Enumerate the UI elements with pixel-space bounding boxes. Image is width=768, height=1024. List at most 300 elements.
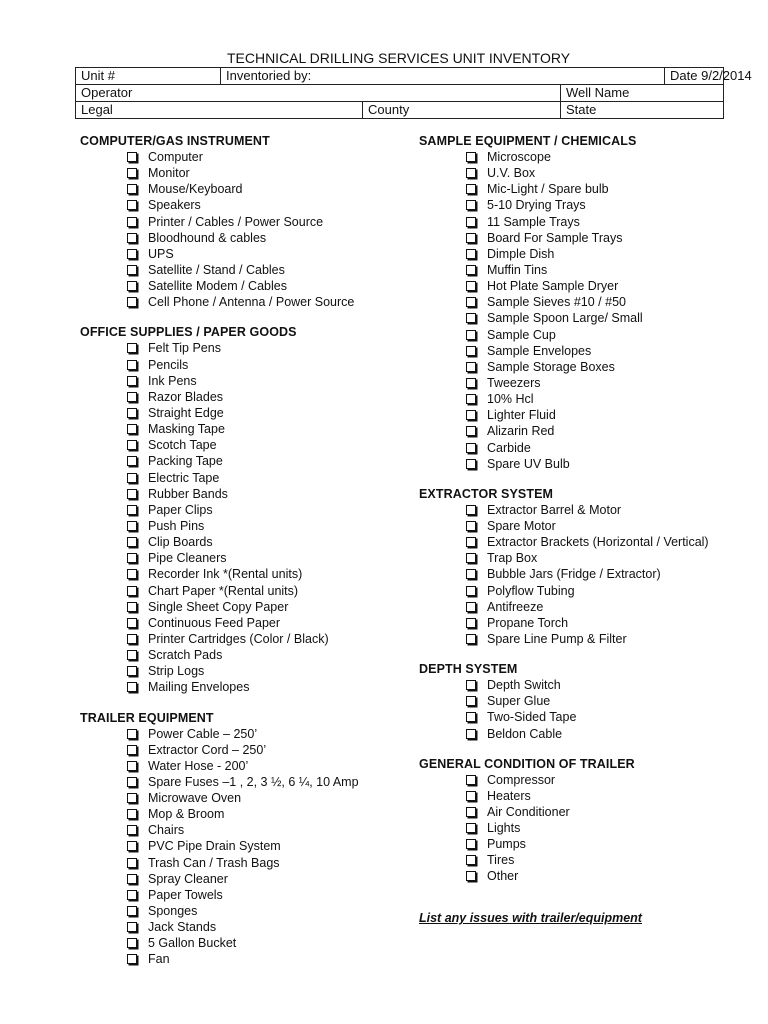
checkbox-icon[interactable] xyxy=(127,408,137,418)
checklist-item xyxy=(80,230,400,246)
checklist-item-label: Straight Edge xyxy=(148,405,224,420)
header-row-unit xyxy=(76,68,724,85)
checklist-item-label: Fan xyxy=(148,952,170,967)
checkbox-icon[interactable] xyxy=(127,682,137,692)
checkbox-icon[interactable] xyxy=(127,650,137,660)
checklist-item-label: Spare UV Bulb xyxy=(487,456,570,471)
checklist-item-label: Trash Can / Trash Bags xyxy=(148,855,280,870)
checklist-item xyxy=(80,583,400,599)
checklist xyxy=(419,502,749,647)
checklist-item xyxy=(419,359,749,375)
checklist-item-label: Sample Spoon Large/ Small xyxy=(487,311,643,326)
checkbox-icon[interactable] xyxy=(466,459,476,469)
checkbox-icon[interactable] xyxy=(466,871,476,881)
checkbox-icon[interactable] xyxy=(466,537,476,547)
checklist-item xyxy=(80,405,400,421)
checklist-item-label: Two-Sided Tape xyxy=(487,710,577,725)
checklist-item xyxy=(80,663,400,679)
checklist-item-label: Water Hose - 200’ xyxy=(148,758,249,773)
date-label: Date 9/2/2014 xyxy=(670,68,752,83)
unit-field[interactable]: Unit # xyxy=(76,68,221,85)
checklist-item xyxy=(419,615,749,631)
checklist-item-label: Sponges xyxy=(148,904,198,919)
checkbox-icon[interactable] xyxy=(127,729,137,739)
checkbox-icon[interactable] xyxy=(466,823,476,833)
checklist-item-label: Single Sheet Copy Paper xyxy=(148,599,289,614)
checklist-item-label: Spare Line Pump & Filter xyxy=(487,631,627,646)
checkbox-icon[interactable] xyxy=(127,217,137,227)
checklist-item xyxy=(80,919,400,935)
checklist-item-label: Sample Storage Boxes xyxy=(487,359,615,374)
checklist-item xyxy=(419,566,749,582)
checkbox-icon[interactable] xyxy=(127,618,137,628)
checklist-item-label: Monitor xyxy=(148,166,190,181)
checkbox-icon[interactable] xyxy=(127,168,137,178)
checklist-item-label: Razor Blades xyxy=(148,389,224,404)
checklist-item-label: Muffin Tins xyxy=(487,262,548,277)
checkbox-icon[interactable] xyxy=(127,376,137,386)
checkbox-icon[interactable] xyxy=(127,761,137,771)
checklist xyxy=(80,726,400,968)
checkbox-icon[interactable] xyxy=(466,680,476,690)
checklist-item-label: Computer xyxy=(148,150,203,164)
checklist-item xyxy=(419,423,749,439)
checklist-item-label: Bubble Jars (Fridge / Extractor) xyxy=(487,567,661,582)
section-heading: DEPTH SYSTEM xyxy=(419,662,518,677)
checklist-item-label: Lights xyxy=(487,821,521,836)
checklist-item xyxy=(419,456,749,472)
checklist-item xyxy=(80,534,400,550)
checkbox-icon[interactable] xyxy=(127,521,137,531)
checkbox-icon[interactable] xyxy=(127,440,137,450)
checklist-item xyxy=(419,214,749,230)
checklist-item xyxy=(80,502,400,518)
checklist-item-label: Continuous Feed Paper xyxy=(148,615,281,630)
checkbox-icon[interactable] xyxy=(466,521,476,531)
header-row-legal xyxy=(76,102,724,119)
date-field[interactable] xyxy=(665,68,752,85)
checklist-item-label: Tires xyxy=(487,853,515,868)
checklist-item-label: Spare Fuses –1 , 2, 3 ½, 6 ¼, 10 Amp xyxy=(148,774,359,789)
checklist-item xyxy=(80,566,400,582)
checkbox-icon[interactable] xyxy=(466,217,476,227)
checklist-item xyxy=(419,583,749,599)
checkbox-icon[interactable] xyxy=(466,346,476,356)
section-spacer xyxy=(419,472,749,486)
checkbox-icon[interactable] xyxy=(127,360,137,370)
checkbox-icon[interactable] xyxy=(127,586,137,596)
section-heading: GENERAL CONDITION OF TRAILER xyxy=(419,756,635,771)
checklist-item xyxy=(419,181,749,197)
checklist-item-label: Mailing Envelopes xyxy=(148,680,250,695)
checklist-item xyxy=(80,421,400,437)
checkbox-icon[interactable] xyxy=(127,938,137,948)
section-heading: SAMPLE EQUIPMENT / CHEMICALS xyxy=(419,134,637,148)
checklist-item-label: Spare Motor xyxy=(487,518,556,533)
checklist-item-label: Extractor Brackets (Horizontal / Vertical) xyxy=(487,535,709,550)
checkbox-icon[interactable] xyxy=(127,809,137,819)
checklist-item-label: Extractor Cord – 250’ xyxy=(148,742,267,757)
checklist-item xyxy=(80,550,400,566)
checklist-item-label: Scratch Pads xyxy=(148,648,223,663)
checkbox-icon[interactable] xyxy=(466,362,476,372)
checklist-item-label: UPS xyxy=(148,246,174,261)
checklist-item-label: Dimple Dish xyxy=(487,246,555,261)
issues-prompt: List any issues with trailer/equipment xyxy=(419,911,642,925)
checklist-item-label: 5 Gallon Bucket xyxy=(148,936,237,951)
checkbox-icon[interactable] xyxy=(127,841,137,851)
checklist-item-label: Recorder Ink *(Rental units) xyxy=(148,567,303,582)
checklist-item xyxy=(80,615,400,631)
checklist-item xyxy=(419,440,749,456)
checklist-item xyxy=(80,278,400,294)
checklist-item-label: Push Pins xyxy=(148,518,205,533)
checkbox-icon[interactable] xyxy=(127,553,137,563)
checklist-item xyxy=(419,246,749,262)
checklist xyxy=(80,149,400,310)
section-trailer-equipment xyxy=(80,710,400,968)
checkbox-icon[interactable] xyxy=(127,473,137,483)
checkbox-icon[interactable] xyxy=(127,793,137,803)
section-heading: TRAILER EQUIPMENT xyxy=(80,710,214,725)
checkbox-icon[interactable] xyxy=(127,152,137,162)
checklist-item-label: Sample Envelopes xyxy=(487,343,592,358)
checklist-item-label: 5-10 Drying Trays xyxy=(487,198,586,213)
checkbox-icon[interactable] xyxy=(466,233,476,243)
header-row-operator xyxy=(76,85,724,102)
checklist-item xyxy=(80,951,400,967)
checklist-item xyxy=(80,806,400,822)
checklist-item-label: Board For Sample Trays xyxy=(487,230,623,245)
checkbox-icon[interactable] xyxy=(127,505,137,515)
checklist-item-label: Lighter Fluid xyxy=(487,408,556,423)
checklist-item-label: Alizarin Red xyxy=(487,424,555,439)
checklist-item xyxy=(80,214,400,230)
checkbox-icon[interactable] xyxy=(466,618,476,628)
checkbox-icon[interactable] xyxy=(127,954,137,964)
checkbox-icon[interactable] xyxy=(466,602,476,612)
checklist-item-label: Packing Tape xyxy=(148,454,223,469)
checklist-item xyxy=(80,855,400,871)
checklist-item xyxy=(419,165,749,181)
checkbox-icon[interactable] xyxy=(127,424,137,434)
checkbox-icon[interactable] xyxy=(466,265,476,275)
checklist-item-label: Pumps xyxy=(487,837,526,852)
checklist-item xyxy=(80,470,400,486)
checklist-item xyxy=(80,373,400,389)
section-spacer xyxy=(419,647,749,661)
checklist-item-label: Hot Plate Sample Dryer xyxy=(487,279,619,294)
checklist-item xyxy=(80,679,400,695)
checklist-item xyxy=(419,677,749,693)
checklist-item-label: Propane Torch xyxy=(487,615,569,630)
checklist-item xyxy=(419,407,749,423)
checklist-item xyxy=(80,453,400,469)
checklist-item xyxy=(419,709,749,725)
checklist-item xyxy=(419,518,749,534)
checkbox-icon[interactable] xyxy=(466,330,476,340)
checklist-item xyxy=(80,871,400,887)
checklist-item-label: Heaters xyxy=(487,788,531,803)
checkbox-icon[interactable] xyxy=(466,696,476,706)
section-office-supplies-paper-goods xyxy=(80,324,400,695)
checklist-item-label: Pencils xyxy=(148,357,189,372)
checklist-item xyxy=(80,599,400,615)
state-field[interactable]: State xyxy=(561,102,724,119)
checkbox-icon[interactable] xyxy=(466,313,476,323)
checkbox-icon[interactable] xyxy=(127,634,137,644)
checklist-item-label: Jack Stands xyxy=(148,920,217,935)
checkbox-icon[interactable] xyxy=(127,858,137,868)
checkbox-icon[interactable] xyxy=(127,265,137,275)
checkbox-icon[interactable] xyxy=(466,569,476,579)
checkbox-icon[interactable] xyxy=(466,855,476,865)
checklist-item xyxy=(80,437,400,453)
checklist-item xyxy=(419,391,749,407)
checklist-item-label: Beldon Cable xyxy=(487,726,563,741)
checkbox-icon[interactable] xyxy=(466,839,476,849)
checkbox-icon[interactable] xyxy=(127,890,137,900)
checkbox-icon[interactable] xyxy=(127,874,137,884)
section-spacer xyxy=(80,310,400,324)
checkbox-icon[interactable] xyxy=(127,343,137,353)
checklist-item xyxy=(419,693,749,709)
checklist xyxy=(419,677,749,742)
checklist-item-label: Paper Towels xyxy=(148,887,223,902)
checklist-item xyxy=(80,838,400,854)
checkbox-icon[interactable] xyxy=(127,184,137,194)
checkbox-icon[interactable] xyxy=(127,602,137,612)
checkbox-icon[interactable] xyxy=(127,922,137,932)
checklist-item-label: Spray Cleaner xyxy=(148,871,228,886)
checkbox-icon[interactable] xyxy=(127,537,137,547)
checkbox-icon[interactable] xyxy=(127,569,137,579)
checkbox-icon[interactable] xyxy=(127,392,137,402)
checklist-item xyxy=(419,804,749,820)
checklist-item xyxy=(80,726,400,742)
checklist-item xyxy=(80,197,400,213)
checklist-item xyxy=(80,935,400,951)
checkbox-icon[interactable] xyxy=(466,378,476,388)
checklist-item xyxy=(419,149,749,165)
checklist-item xyxy=(80,631,400,647)
checklist-item-label: Bloodhound & cables xyxy=(148,230,267,245)
checklist-item xyxy=(419,788,749,804)
checklist-item xyxy=(419,820,749,836)
checklist-item-label: Scotch Tape xyxy=(148,438,217,453)
checklist-item-label: 10% Hcl xyxy=(487,392,534,407)
checkbox-icon[interactable] xyxy=(127,666,137,676)
checklist-item xyxy=(80,357,400,373)
checklist-item xyxy=(419,197,749,213)
checkbox-icon[interactable] xyxy=(466,807,476,817)
checklist xyxy=(419,772,749,885)
checklist-item-label: Carbide xyxy=(487,440,531,455)
checklist-item xyxy=(419,599,749,615)
section-computer-gas-instrument xyxy=(80,133,400,310)
section-heading: COMPUTER/GAS INSTRUMENT xyxy=(80,134,270,148)
checklist-item xyxy=(419,772,749,788)
checklist-item-label: U.V. Box xyxy=(487,166,536,181)
checkbox-icon[interactable] xyxy=(466,168,476,178)
checklist-item xyxy=(80,774,400,790)
checklist-item-label: Sample Sieves #10 / #50 xyxy=(487,295,626,310)
checklist-item xyxy=(419,230,749,246)
right-column xyxy=(419,133,749,885)
checkbox-icon[interactable] xyxy=(466,729,476,739)
checklist-item-label: Polyflow Tubing xyxy=(487,583,575,598)
checklist-item xyxy=(419,327,749,343)
checklist-item xyxy=(419,631,749,647)
checklist-item-label: Trap Box xyxy=(487,551,538,566)
checklist-item-label: Other xyxy=(487,869,519,884)
checkbox-icon[interactable] xyxy=(466,712,476,722)
checklist-item-label: Satellite Modem / Cables xyxy=(148,279,287,294)
checklist-item xyxy=(419,502,749,518)
checklist-item-label: Rubber Bands xyxy=(148,486,228,501)
checkbox-icon[interactable] xyxy=(466,249,476,259)
checkbox-icon[interactable] xyxy=(127,456,137,466)
checklist-item xyxy=(80,647,400,663)
checklist-item-label: Air Conditioner xyxy=(487,804,570,819)
document-title: TECHNICAL DRILLING SERVICES UNIT INVENTORY xyxy=(226,50,571,66)
checklist-item-label: Mouse/Keyboard xyxy=(148,182,243,197)
checklist-item-label: Pipe Cleaners xyxy=(148,551,227,566)
section-heading: EXTRACTOR SYSTEM xyxy=(419,486,554,501)
checkbox-icon[interactable] xyxy=(127,200,137,210)
checkbox-icon[interactable] xyxy=(466,586,476,596)
checkbox-icon[interactable] xyxy=(466,281,476,291)
section-sample-equipment-chemicals xyxy=(419,133,749,472)
checkbox-icon[interactable] xyxy=(466,443,476,453)
checklist-item-label: Tweezers xyxy=(487,375,541,390)
checkbox-icon[interactable] xyxy=(127,745,137,755)
checklist-item-label: Ink Pens xyxy=(148,373,197,388)
checkbox-icon[interactable] xyxy=(466,297,476,307)
checkbox-icon[interactable] xyxy=(466,791,476,801)
checklist-item-label: Compressor xyxy=(487,772,556,787)
checklist-item xyxy=(80,262,400,278)
checkbox-icon[interactable] xyxy=(466,200,476,210)
section-spacer xyxy=(419,742,749,756)
checklist-item xyxy=(419,278,749,294)
checklist-item-label: Printer / Cables / Power Source xyxy=(148,214,324,229)
checklist-item xyxy=(80,742,400,758)
checklist-item-label: Felt Tip Pens xyxy=(148,341,221,356)
checklist-item-label: 11 Sample Trays xyxy=(487,214,580,229)
checklist-item xyxy=(419,262,749,278)
checklist-item-label: Mic-Light / Spare bulb xyxy=(487,182,609,197)
checklist-item-label: PVC Pipe Drain System xyxy=(148,839,281,854)
section-general-condition-of-trailer xyxy=(419,756,749,885)
checklist-item xyxy=(419,534,749,550)
checkbox-icon[interactable] xyxy=(466,184,476,194)
checklist-item-label: Microscope xyxy=(487,150,551,164)
checklist-item-label: Printer Cartridges (Color / Black) xyxy=(148,631,329,646)
checklist-item xyxy=(419,868,749,884)
checklist-item xyxy=(80,887,400,903)
checklist-item-label: Cell Phone / Antenna / Power Source xyxy=(148,295,355,310)
checkbox-icon[interactable] xyxy=(466,553,476,563)
checklist-item-label: Paper Clips xyxy=(148,502,213,517)
well-name-field[interactable]: Well Name xyxy=(561,85,724,102)
checklist-item-label: Antifreeze xyxy=(487,599,544,614)
checklist-item xyxy=(419,310,749,326)
checkbox-icon[interactable] xyxy=(127,906,137,916)
checkbox-icon[interactable] xyxy=(466,394,476,404)
inventoried-by-field[interactable]: Inventoried by: xyxy=(221,68,665,85)
checklist-item-label: Chart Paper *(Rental units) xyxy=(148,583,299,598)
checkbox-icon[interactable] xyxy=(127,249,137,259)
operator-field[interactable]: Operator xyxy=(76,85,561,102)
checklist-item xyxy=(80,486,400,502)
checklist-item xyxy=(80,790,400,806)
checklist-item-label: Clip Boards xyxy=(148,535,213,550)
checklist-item xyxy=(80,903,400,919)
checklist-item xyxy=(80,389,400,405)
checklist-item-label: Depth Switch xyxy=(487,678,561,693)
header-info-table xyxy=(75,67,752,119)
checkbox-icon[interactable] xyxy=(466,634,476,644)
checklist-item-label: Masking Tape xyxy=(148,422,225,437)
checklist-item xyxy=(80,149,400,165)
section-extractor-system xyxy=(419,486,749,647)
checkbox-icon[interactable] xyxy=(466,505,476,515)
checkbox-icon[interactable] xyxy=(466,775,476,785)
checkbox-icon[interactable] xyxy=(127,297,137,307)
checkbox-icon[interactable] xyxy=(127,233,137,243)
checkbox-icon[interactable] xyxy=(127,825,137,835)
checkbox-icon[interactable] xyxy=(127,281,137,291)
checklist-item-label: Speakers xyxy=(148,198,201,213)
checklist-item xyxy=(419,375,749,391)
checkbox-icon[interactable] xyxy=(466,410,476,420)
legal-field[interactable]: Legal xyxy=(76,102,363,119)
county-field[interactable]: County xyxy=(363,102,561,119)
checklist-item xyxy=(419,836,749,852)
checklist-item-label: Chairs xyxy=(148,823,185,838)
checklist-item xyxy=(80,165,400,181)
checklist-item xyxy=(419,294,749,310)
checklist-item-label: Strip Logs xyxy=(148,664,205,679)
checklist-item xyxy=(80,181,400,197)
checklist-item-label: Super Glue xyxy=(487,694,551,709)
section-depth-system xyxy=(419,661,749,742)
checklist-item xyxy=(419,726,749,742)
checklist-item-label: Satellite / Stand / Cables xyxy=(148,262,285,277)
checklist-item-label: Mop & Broom xyxy=(148,807,225,822)
checkbox-icon[interactable] xyxy=(466,152,476,162)
checklist-item xyxy=(80,822,400,838)
checklist-item xyxy=(419,550,749,566)
left-column xyxy=(80,133,400,968)
checklist xyxy=(419,149,749,472)
checklist-item-label: Microwave Oven xyxy=(148,791,242,806)
checklist-item xyxy=(80,340,400,356)
checklist xyxy=(80,340,400,695)
checkbox-icon[interactable] xyxy=(127,777,137,787)
checklist-item xyxy=(419,852,749,868)
checklist-item-label: Power Cable – 250’ xyxy=(148,726,258,741)
checklist-item xyxy=(80,246,400,262)
checklist-item-label: Extractor Barrel & Motor xyxy=(487,502,622,517)
checkbox-icon[interactable] xyxy=(466,426,476,436)
checklist-item-label: Sample Cup xyxy=(487,327,556,342)
checklist-item xyxy=(80,294,400,310)
checkbox-icon[interactable] xyxy=(127,489,137,499)
section-heading: OFFICE SUPPLIES / PAPER GOODS xyxy=(80,325,297,340)
checklist-item xyxy=(80,518,400,534)
